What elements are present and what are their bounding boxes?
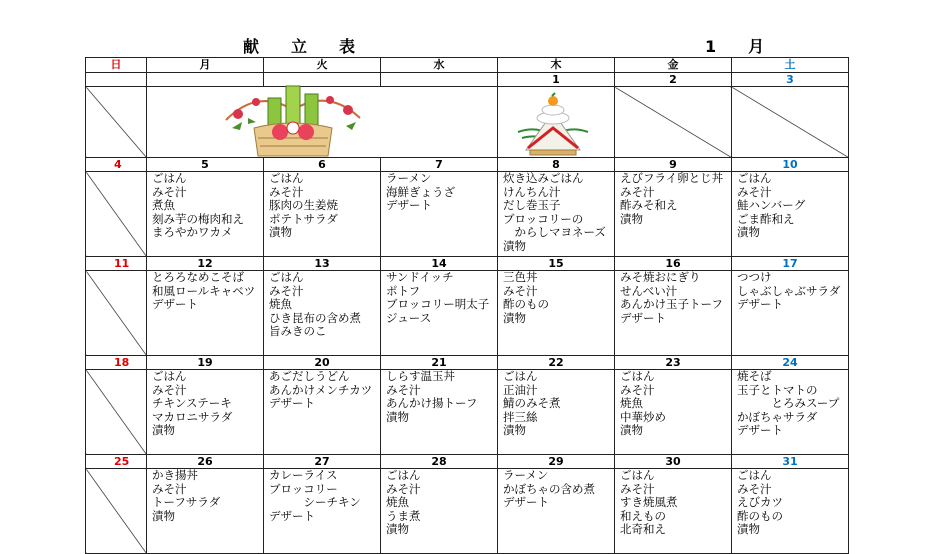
weekday-tue: 火: [264, 58, 381, 73]
date-number: 7: [381, 158, 498, 172]
menu-item: けんちん汁: [503, 184, 561, 199]
date-row: [86, 257, 849, 271]
menu-item: 漬物: [620, 423, 643, 438]
menu-item: 焼魚: [386, 495, 409, 510]
menu-item: 漬物: [737, 225, 760, 240]
menu-item: うま煮: [386, 508, 421, 523]
menu-item: 拌三絲: [503, 409, 538, 424]
menu-item: ごはん: [737, 171, 772, 185]
menu-cell: [615, 271, 732, 356]
menu-item: 豚肉の生姜焼: [269, 198, 338, 213]
no-meal-cell: [86, 469, 147, 554]
date-number: 11: [86, 257, 147, 271]
menu-cell: [264, 370, 381, 455]
date-row: [86, 356, 849, 370]
menu-item: まろやかワカメ: [152, 225, 233, 240]
date-number: 8: [498, 158, 615, 172]
menu-item: ラーメン: [386, 171, 432, 185]
menu-item: ごはん: [620, 468, 655, 482]
menu-cell: [147, 172, 264, 257]
menu-item: デザート: [620, 310, 666, 325]
no-meal-cell: [86, 87, 147, 158]
menu-item: チキンステーキ: [152, 396, 232, 411]
menu-item: 鯖のみそ煮: [503, 396, 561, 411]
date-number: 27: [264, 455, 381, 469]
menu-item: みそ汁: [269, 184, 304, 199]
weekday-wed: 水: [381, 58, 498, 73]
date-number: 18: [86, 356, 147, 370]
menu-item: 漬物: [269, 225, 292, 240]
menu-item: デザート: [152, 297, 198, 312]
menu-item: 焼魚: [620, 396, 643, 411]
menu-item: マカロニサラダ: [152, 409, 233, 424]
menu-item: 漬物: [737, 522, 760, 537]
menu-calendar: [85, 57, 849, 554]
menu-item: ポテトサラダ: [269, 211, 338, 226]
menu-item: ごはん: [269, 171, 304, 185]
menu-item: シーチキン: [269, 495, 361, 510]
menu-item: 三色丼: [503, 270, 538, 284]
date-number: 30: [615, 455, 732, 469]
menu-item: 海鮮ぎょうざ: [386, 184, 455, 199]
menu-item: 漬物: [503, 423, 526, 438]
date-number: 17: [732, 257, 849, 271]
month-label: 1 月: [705, 37, 765, 56]
no-meal-cell: [732, 87, 849, 158]
menu-item: とろろなめこそば: [152, 270, 244, 284]
date-number: 12: [147, 257, 264, 271]
menu-item: ブロッコリーの: [503, 211, 584, 226]
no-meal-cell: [86, 172, 147, 257]
date-row: [86, 158, 849, 172]
menu-cell: [615, 469, 732, 554]
menu-item: 漬物: [503, 310, 526, 325]
menu-item: あんかけメンチカツ: [269, 382, 373, 397]
menu-item: デザート: [737, 423, 783, 438]
menu-item: デザート: [503, 495, 549, 510]
menu-item: みそ汁: [503, 283, 538, 298]
menu-item: トーフサラダ: [152, 495, 221, 510]
menu-item: みそ汁: [386, 481, 421, 496]
menu-item: 刻み芋の梅肉和え: [152, 211, 244, 226]
menu-cell: [381, 370, 498, 455]
date-number: 14: [381, 257, 498, 271]
menu-item: 鮭ハンバーグ: [737, 198, 806, 213]
menu-item: みそ汁: [386, 382, 421, 397]
date-number: 5: [147, 158, 264, 172]
date-number: 29: [498, 455, 615, 469]
date-number: 10: [732, 158, 849, 172]
menu-item: あんかけ玉子トーフ: [620, 297, 723, 312]
menu-item: 煮魚: [152, 198, 175, 213]
menu-row: [86, 469, 849, 554]
weekday-sat: 土: [732, 58, 849, 73]
menu-item: せんべい汁: [620, 283, 678, 298]
menu-item: ラーメン: [503, 468, 549, 482]
menu-cell: [498, 370, 615, 455]
menu-item: 和風ロールキャベツ: [152, 283, 256, 298]
menu-item: かぼちゃの含め煮: [503, 481, 595, 496]
date-number: [86, 73, 147, 87]
menu-cell: [147, 469, 264, 554]
menu-item: すき焼風煮: [620, 495, 678, 510]
menu-item: デザート: [737, 297, 783, 312]
menu-item: みそ汁: [620, 481, 655, 496]
menu-item: とろみスープ: [737, 396, 840, 411]
menu-row: [86, 87, 849, 158]
menu-cell: [732, 271, 849, 356]
menu-item: ごはん: [386, 468, 421, 482]
menu-row: [86, 172, 849, 257]
date-number: 19: [147, 356, 264, 370]
date-row: [86, 455, 849, 469]
menu-item: 和えもの: [620, 508, 666, 523]
menu-item: かぼちゃサラダ: [737, 409, 818, 424]
date-number: 24: [732, 356, 849, 370]
menu-cell: [264, 271, 381, 356]
menu-cell: [615, 172, 732, 257]
date-number: 31: [732, 455, 849, 469]
menu-item: ごはん: [737, 468, 772, 482]
date-row: [86, 73, 849, 87]
menu-cell: [381, 271, 498, 356]
menu-item: デザート: [269, 508, 315, 523]
menu-item: ごはん: [152, 369, 187, 383]
menu-item: だし巻玉子: [503, 198, 561, 213]
menu-item: ごはん: [269, 270, 304, 284]
menu-item: みそ汁: [737, 184, 772, 199]
page-title: 献 立 表: [243, 37, 356, 56]
no-meal-cell: [615, 87, 732, 158]
menu-item: ごはん: [620, 369, 655, 383]
date-number: 15: [498, 257, 615, 271]
menu-item: ジュース: [386, 310, 432, 325]
menu-item: 焼魚: [269, 297, 292, 312]
menu-cell: [732, 172, 849, 257]
menu-item: 漬物: [152, 423, 175, 438]
menu-item: ごはん: [503, 369, 538, 383]
weekday-mon: 月: [147, 58, 264, 73]
menu-item: 漬物: [620, 211, 643, 226]
weekday-sun: 日: [86, 58, 147, 73]
date-number: 25: [86, 455, 147, 469]
date-number: 13: [264, 257, 381, 271]
menu-item: 酢のもの: [737, 508, 783, 523]
menu-item: 正油汁: [503, 382, 538, 397]
menu-item: しらす温玉丼: [386, 369, 455, 383]
menu-item: 中華炒め: [620, 409, 666, 424]
menu-cell: [732, 469, 849, 554]
date-number: 23: [615, 356, 732, 370]
menu-item: ひき昆布の含め煮: [269, 310, 361, 325]
menu-cell: [147, 370, 264, 455]
menu-item: しゃぶしゃぶサラダ: [737, 283, 841, 298]
menu-cell: [264, 469, 381, 554]
menu-cell: [264, 172, 381, 257]
kadomatsu-illustration: [218, 80, 368, 158]
menu-item: かき揚丼: [152, 468, 198, 482]
date-number: 4: [86, 158, 147, 172]
menu-item: ごはん: [152, 171, 187, 185]
no-meal-cell: [86, 370, 147, 455]
weekday-fri: 金: [615, 58, 732, 73]
menu-item: 漬物: [386, 522, 409, 537]
date-number: 9: [615, 158, 732, 172]
weekday-thu: 木: [498, 58, 615, 73]
menu-item: みそ汁: [737, 481, 772, 496]
date-number: 3: [732, 73, 849, 87]
menu-item: みそ汁: [620, 184, 655, 199]
no-meal-cell: [86, 271, 147, 356]
menu-item: サンドイッチ: [386, 270, 454, 284]
menu-cell: [615, 370, 732, 455]
date-number: 16: [615, 257, 732, 271]
menu-item: あんかけ揚トーフ: [386, 396, 478, 411]
menu-item: 北奇和え: [620, 522, 666, 537]
date-number: 28: [381, 455, 498, 469]
date-number: [381, 73, 498, 87]
menu-cell: [732, 370, 849, 455]
weekday-header-row: [86, 58, 849, 73]
date-number: 21: [381, 356, 498, 370]
menu-item: 酢のもの: [503, 297, 549, 312]
menu-row: [86, 370, 849, 455]
menu-item: ポトフ: [386, 283, 421, 298]
menu-item: デザート: [269, 396, 315, 411]
menu-item: カレーライス: [269, 468, 338, 482]
menu-item: ブロッコリー明太子: [386, 297, 490, 312]
date-number: 20: [264, 356, 381, 370]
menu-item: デザート: [386, 198, 432, 213]
menu-item: からしマヨネーズ: [503, 225, 606, 240]
menu-item: みそ汁: [152, 382, 187, 397]
menu-item: ブロッコリー: [269, 481, 338, 496]
menu-item: みそ汁: [152, 481, 187, 496]
menu-item: みそ汁: [152, 184, 187, 199]
menu-item: えびカツ: [737, 495, 783, 510]
menu-item: 漬物: [386, 409, 409, 424]
menu-item: 旨みきのこ: [269, 324, 327, 339]
menu-item: ごま酢和え: [737, 211, 795, 226]
menu-item: 酢みそ和え: [620, 198, 678, 213]
menu-cell: [381, 172, 498, 257]
menu-item: みそ焼おにぎり: [620, 270, 701, 284]
menu-item: 焼そば: [737, 369, 772, 383]
menu-item: えびフライ卵とじ丼: [620, 171, 724, 185]
menu-item: つつけ: [737, 270, 772, 284]
date-number: 22: [498, 356, 615, 370]
menu-row: [86, 271, 849, 356]
menu-item: 炊き込みごはん: [503, 171, 584, 185]
date-number: 1: [498, 73, 615, 87]
menu-item: みそ汁: [620, 382, 655, 397]
menu-cell: [498, 469, 615, 554]
date-number: 6: [264, 158, 381, 172]
menu-item: 玉子とトマトの: [737, 382, 818, 397]
menu-cell: [381, 469, 498, 554]
menu-item: 漬物: [152, 508, 175, 523]
menu-cell: [498, 172, 615, 257]
date-number: 2: [615, 73, 732, 87]
menu-item: あごだしうどん: [269, 369, 350, 383]
kagamimochi-illustration: [508, 88, 598, 156]
menu-cell: [147, 271, 264, 356]
menu-cell: [498, 271, 615, 356]
menu-item: 漬物: [503, 238, 526, 253]
date-number: 26: [147, 455, 264, 469]
menu-item: みそ汁: [269, 283, 304, 298]
